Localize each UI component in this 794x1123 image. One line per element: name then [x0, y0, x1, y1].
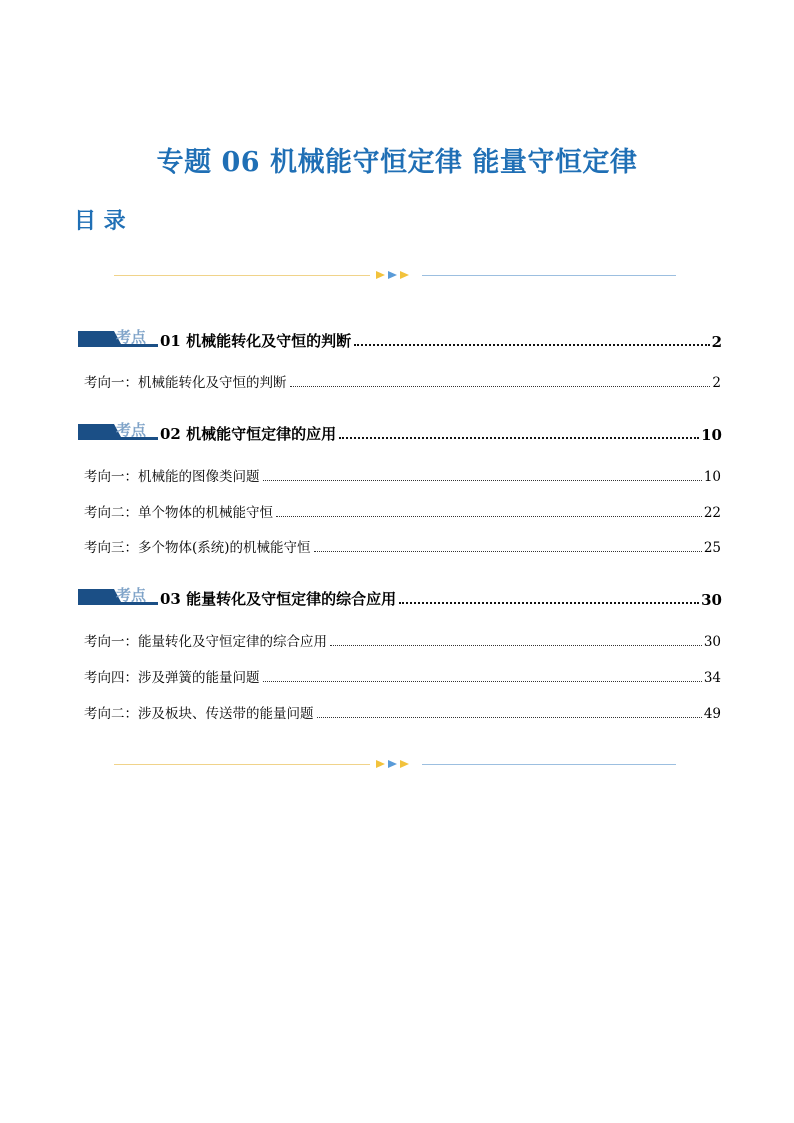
section-page: 2 — [711, 333, 722, 351]
entry-label: 考向三：多个物体(系统)的机械能守恒 — [84, 540, 311, 556]
entry-label: 考向一：机械能的图像类问题 — [84, 469, 260, 485]
toc-entry[interactable] — [84, 536, 721, 556]
toc-section-02[interactable] — [74, 420, 722, 444]
section-title: 03 能量转化及守恒定律的综合应用 — [160, 590, 397, 608]
triple-arrow-icon — [374, 759, 418, 769]
entry-label: 考向一：能量转化及守恒定律的综合应用 — [84, 634, 327, 650]
toc-section-01[interactable] — [74, 327, 722, 351]
kaodian-badge — [74, 585, 158, 607]
badge-label: 考点 — [116, 586, 147, 604]
page-title: 专题 06 机械能守恒定律 能量守恒定律 — [156, 147, 638, 178]
dot-leader — [290, 386, 711, 387]
section-page: 10 — [701, 426, 722, 444]
entry-page: 25 — [703, 540, 721, 556]
divider-bottom — [112, 758, 678, 770]
section-page: 30 — [701, 591, 722, 609]
entry-label: 考向二：单个物体的机械能守恒 — [84, 505, 273, 521]
entry-page: 10 — [703, 469, 721, 485]
section-title: 02 机械能守恒定律的应用 — [160, 425, 337, 443]
dot-leader — [263, 480, 702, 481]
entry-page: 34 — [703, 670, 721, 686]
entry-label: 考向一：机械能转化及守恒的判断 — [84, 375, 287, 391]
toc-entry[interactable] — [84, 702, 721, 722]
divider-line-right — [422, 275, 676, 276]
kaodian-badge — [74, 327, 158, 349]
kaodian-badge — [74, 420, 158, 442]
divider-line-left — [114, 275, 370, 276]
entry-page: 2 — [712, 375, 721, 391]
dot-leader — [399, 602, 699, 604]
toc-section-03[interactable] — [74, 585, 722, 609]
section-title: 01 机械能转化及守恒的判断 — [160, 332, 352, 350]
divider-top — [112, 269, 678, 281]
dot-leader — [314, 551, 702, 552]
triple-arrow-icon — [374, 270, 418, 280]
toc-entry[interactable] — [84, 666, 721, 686]
dot-leader — [339, 437, 699, 439]
toc-entry[interactable] — [84, 630, 721, 650]
badge-label: 考点 — [116, 328, 147, 346]
dot-leader — [263, 681, 702, 682]
dot-leader — [317, 717, 702, 718]
entry-page: 22 — [703, 505, 721, 521]
entry-label: 考向二：涉及板块、传送带的能量问题 — [84, 706, 314, 722]
entry-page: 49 — [703, 706, 721, 722]
badge-label: 考点 — [116, 421, 147, 439]
toc-entry[interactable] — [84, 501, 721, 521]
dot-leader — [330, 645, 702, 646]
divider-line-right — [422, 764, 676, 765]
divider-line-left — [114, 764, 370, 765]
entry-page: 30 — [703, 634, 721, 650]
entry-label: 考向四：涉及弹簧的能量问题 — [84, 670, 260, 686]
dot-leader — [276, 516, 702, 517]
toc-heading: 目 录 — [74, 209, 126, 234]
toc-entry[interactable] — [84, 371, 721, 391]
toc-entry[interactable] — [84, 465, 721, 485]
dot-leader — [354, 344, 709, 346]
